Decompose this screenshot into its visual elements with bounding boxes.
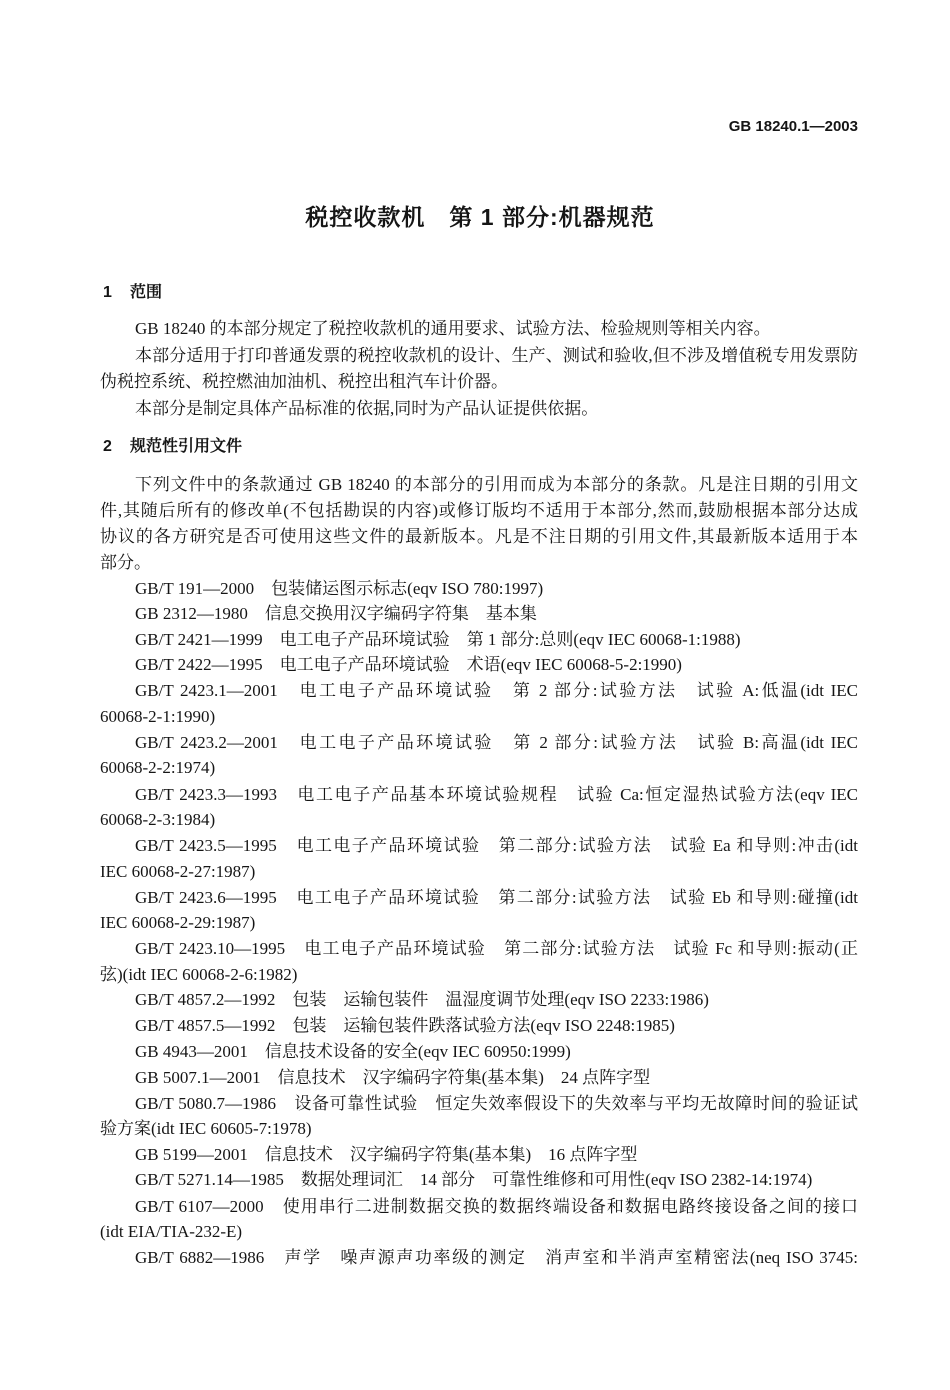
reference-entry: GB 5007.1—2001 信息技术 汉字编码字符集(基本集) 24 点阵字型 [135,1068,651,1087]
reference-continuation: IEC 60068-2-27:1987) [100,862,256,881]
paragraph-line: 伪税控系统、税控燃油加油机、税控出租汽车计价器。 [100,372,508,391]
reference-continuation: (idt EIA/TIA-232-E) [100,1222,243,1241]
reference-entry: GB/T 4857.5—1992 包装 运输包装件跌落试验方法(eqv ISO 2248:1985) [135,1016,675,1035]
reference-entry: GB/T 6107—2000 使用串行二进制数据交换的数据终端设备和数据电路终接设备之间的接口 [135,1197,858,1216]
reference-continuation: 60068-2-1:1990) [100,707,216,726]
reference-continuation: 验方案(idt IEC 60605-7:1978) [100,1119,312,1138]
reference-continuation: 弦)(idt IEC 60068-2-6:1982) [100,965,298,984]
section-heading-text: 规范性引用文件 [130,438,243,455]
reference-entry: GB/T 5080.7—1986 设备可靠性试验 恒定失效率假设下的失效率与平均无故障时间的验证试 [135,1094,858,1113]
paragraph-line: 下列文件中的条款通过 GB 18240 的本部分的引用而成为本部分的条款。凡是注日期的引用文 [135,475,858,494]
section-number: 2 [103,438,112,455]
reference-entry: GB/T 6882—1986 声学 噪声源声功率级的测定 消声室和半消声室精密法(neq ISO 3745: [135,1248,858,1267]
reference-entry: GB/T 191—2000 包装储运图示标志(eqv ISO 780:1997) [135,579,544,598]
reference-entry: GB/T 5271.14—1985 数据处理词汇 14 部分 可靠性维修和可用性(eqv ISO 2382-14:1974) [135,1170,813,1189]
reference-entry: GB/T 2421—1999 电工电子产品环境试验 第 1 部分:总则(eqv IEC 60068-1:1988) [135,630,741,649]
reference-continuation: IEC 60068-2-29:1987) [100,913,256,932]
paragraph-line: 本部分适用于打印普通发票的税控收款机的设计、生产、测试和验收,但不涉及增值税专用发票防 [135,346,858,365]
reference-entry: GB/T 2423.2—2001 电工电子产品环境试验 第 2 部分:试验方法 试验 B:高温(idt IEC [135,733,858,752]
reference-entry: GB/T 4857.2—1992 包装 运输包装件 温湿度调节处理(eqv ISO 2233:1986) [135,990,709,1009]
section-2-heading [103,436,242,458]
reference-continuation: 60068-2-3:1984) [100,810,216,829]
paragraph-line: 协议的各方研究是否可使用这些文件的最新版本。凡是不注日期的引用文件,其最新版本适用于本 [100,527,858,546]
reference-entry: GB/T 2422—1995 电工电子产品环境试验 术语(eqv IEC 60068-5-2:1990) [135,655,682,674]
section-1-heading [103,282,162,304]
paragraph-line: 部分。 [100,553,151,572]
reference-continuation: 60068-2-2:1974) [100,758,216,777]
reference-entry: GB/T 2423.10—1995 电工电子产品环境试验 第二部分:试验方法 试验 Fc 和导则:振动(正 [135,939,858,958]
paragraph-line: 本部分是制定具体产品标准的依据,同时为产品认证提供依据。 [135,399,599,418]
section-heading-text: 范围 [130,284,163,301]
reference-entry: GB/T 2423.6—1995 电工电子产品环境试验 第二部分:试验方法 试验 Eb 和导则:碰撞(idt [135,888,858,907]
reference-entry: GB/T 2423.1—2001 电工电子产品环境试验 第 2 部分:试验方法 试验 A:低温(idt IEC [135,681,858,700]
reference-entry: GB 2312—1980 信息交换用汉字编码字符集 基本集 [135,604,537,623]
reference-entry: GB/T 2423.3—1993 电工电子产品基本环境试验规程 试验 Ca:恒定湿热试验方法(eqv IEC [135,785,858,804]
paragraph-line: 件,其随后所有的修改单(不包括勘误的内容)或修订版均不适用于本部分,然而,鼓励根据本部分达成 [100,501,858,520]
reference-entry: GB/T 2423.5—1995 电工电子产品环境试验 第二部分:试验方法 试验 Ea 和导则:冲击(idt [135,836,858,855]
paragraph-line: GB 18240 的本部分规定了税控收款机的通用要求、试验方法、检验规则等相关内容。 [135,319,771,338]
reference-entry: GB 5199—2001 信息技术 汉字编码字符集(基本集) 16 点阵字型 [135,1145,638,1164]
standard-number: GB 18240.1—2003 [728,118,858,135]
reference-entry: GB 4943—2001 信息技术设备的安全(eqv IEC 60950:1999) [135,1042,571,1061]
section-number: 1 [103,284,112,301]
document-title: 税控收款机 第 1 部分:机器规范 [305,204,655,230]
